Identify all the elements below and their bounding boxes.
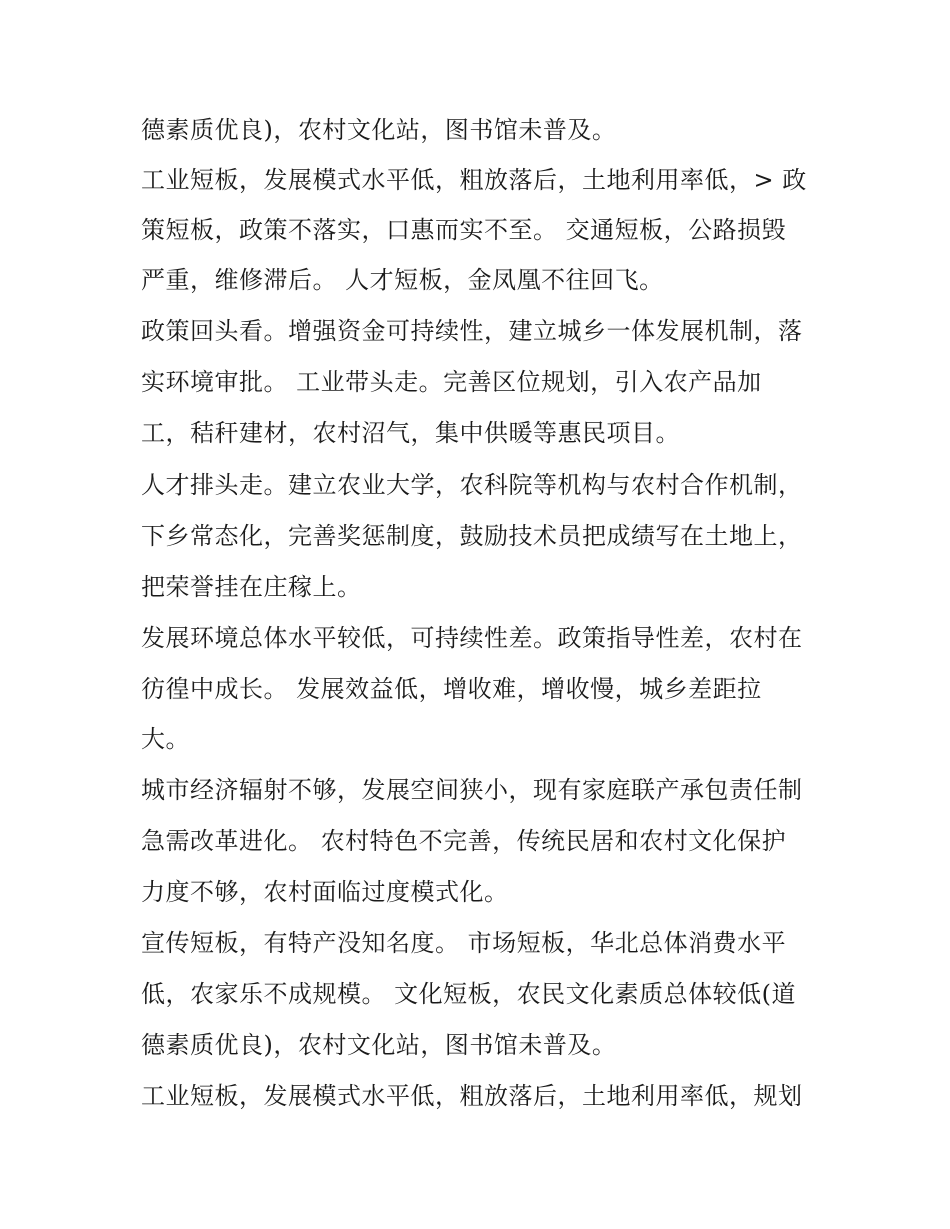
text-line: 下乡常态化，完善奖惩制度，鼓励技术员把成绩写在土地上， bbox=[141, 522, 803, 550]
text-line: 发展环境总体水平较低，可持续性差。政策指导性差，农村在 bbox=[141, 624, 803, 652]
text-line: 人才排头走。建立农业大学，农科院等机构与农村合作机制， bbox=[141, 471, 803, 499]
text-line: 工业短板，发展模式水平低，粗放落后，土地利用率低，> 政 bbox=[141, 166, 807, 194]
text-line: 德素质优良)，农村文化站，图书馆未普及。 bbox=[141, 1031, 617, 1059]
text-line: 力度不够，农村面临过度模式化。 bbox=[141, 878, 509, 906]
text-line: 德素质优良)，农村文化站，图书馆未普及。 bbox=[141, 116, 617, 144]
text-line: 工，秸秆建材，农村沼气，集中供暖等惠民项目。 bbox=[141, 419, 680, 447]
text-line: 把荣誉挂在庄稼上。 bbox=[141, 573, 362, 601]
text-line: 城市经济辐射不够，发展空间狭小，现有家庭联产承包责任制 bbox=[141, 776, 803, 804]
text-line: 宣传短板，有特产没知名度。 市场短板，华北总体消费水平 bbox=[141, 929, 787, 957]
text-line: 彷徨中成长。 发展效益低，增收难，增收慢，城乡差距拉 bbox=[141, 675, 762, 703]
text-line: 工业短板，发展模式水平低，粗放落后，土地利用率低，规划 bbox=[141, 1082, 803, 1110]
text-line: 急需改革进化。 农村特色不完善，传统民居和农村文化保护 bbox=[141, 827, 787, 855]
text-line: 政策回头看。增强资金可持续性，建立城乡一体发展机制，落 bbox=[141, 317, 803, 345]
text-line: 策短板，政策不落实，口惠而实不至。 交通短板，公路损毁 bbox=[141, 216, 787, 244]
text-line: 严重，维修滞后。 人才短板，金凤凰不往回飞。 bbox=[141, 266, 664, 294]
text-line: 低，农家乐不成规模。 文化短板，农民文化素质总体较低(道 bbox=[141, 980, 796, 1008]
text-line: 大。 bbox=[141, 725, 190, 753]
text-line: 实环境审批。 工业带头走。完善区位规划，引入农产品加 bbox=[141, 368, 762, 396]
